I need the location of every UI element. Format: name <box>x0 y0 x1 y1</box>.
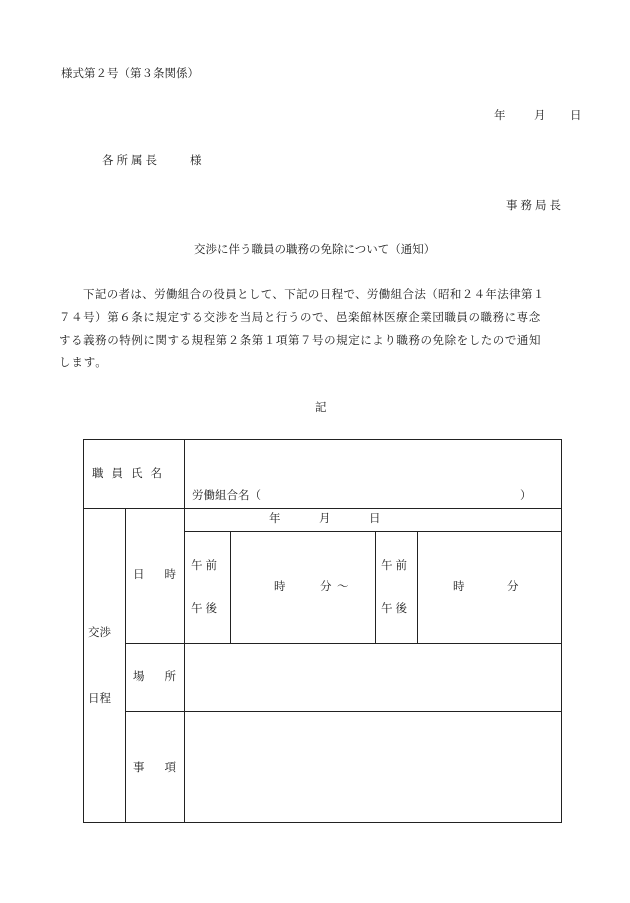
col-divider-ampm-end-left <box>375 531 376 643</box>
range-mark: ～ <box>337 579 349 593</box>
start-hour: 時 <box>274 579 286 593</box>
body-line: 下記の者は、労働組合の役員として、下記の日程で、労働組合法（昭和２４年法律第１ <box>83 287 545 301</box>
body-line: ７４号）第６条に規定する交渉を当局と行うので、邑楽館林医療企業団職員の職務に専念 <box>59 310 541 324</box>
end-pm-label: 午後 <box>381 601 410 615</box>
union-name-close: ） <box>520 488 532 502</box>
sender: 事務局長 <box>506 198 564 212</box>
document-title: 交渉に伴う職員の職務の免除について（通知） <box>194 242 436 256</box>
body-line: します。 <box>59 355 108 369</box>
end-minute: 分 <box>507 579 519 593</box>
addressee: 各所属長 <box>102 153 160 167</box>
schedule-label-2: 日程 <box>88 691 111 705</box>
addressee-honorific: 様 <box>190 153 202 167</box>
schedule-label-1: 交渉 <box>88 625 111 639</box>
employee-name-label: 職員氏名 <box>92 466 170 480</box>
row-divider-datetime <box>125 643 561 644</box>
date-year: 年 <box>269 511 281 525</box>
col-divider-ampm-start <box>230 531 231 643</box>
union-name-label: 労働組合名（ <box>192 488 261 502</box>
row-divider-date-header <box>184 531 561 532</box>
row-divider-place <box>125 711 561 712</box>
col-divider-schedule <box>125 508 126 822</box>
date-day-label: 日 <box>570 108 582 122</box>
body-line: する義務の特例に関する規程第２条第１項第７号の規定により職務の免除をしたので通知 <box>59 333 541 347</box>
end-hour: 時 <box>453 579 465 593</box>
start-pm-label: 午後 <box>191 601 220 615</box>
date-month: 月 <box>319 511 331 525</box>
date-year-label: 年 <box>494 108 506 122</box>
date-month-label: 月 <box>534 108 546 122</box>
place-label: 場所 <box>133 669 196 683</box>
datetime-label: 日時 <box>133 567 196 581</box>
start-am-label: 午前 <box>191 558 220 572</box>
form-number: 様式第２号（第３条関係） <box>61 66 199 80</box>
matter-label: 事項 <box>133 760 196 774</box>
ki-label: 記 <box>315 400 327 414</box>
start-minute: 分 <box>320 579 332 593</box>
end-am-label: 午前 <box>381 558 410 572</box>
row-divider-employee <box>84 508 561 509</box>
date-day: 日 <box>369 511 381 525</box>
notice-form-table <box>83 439 562 823</box>
col-divider-ampm-end-right <box>417 531 418 643</box>
